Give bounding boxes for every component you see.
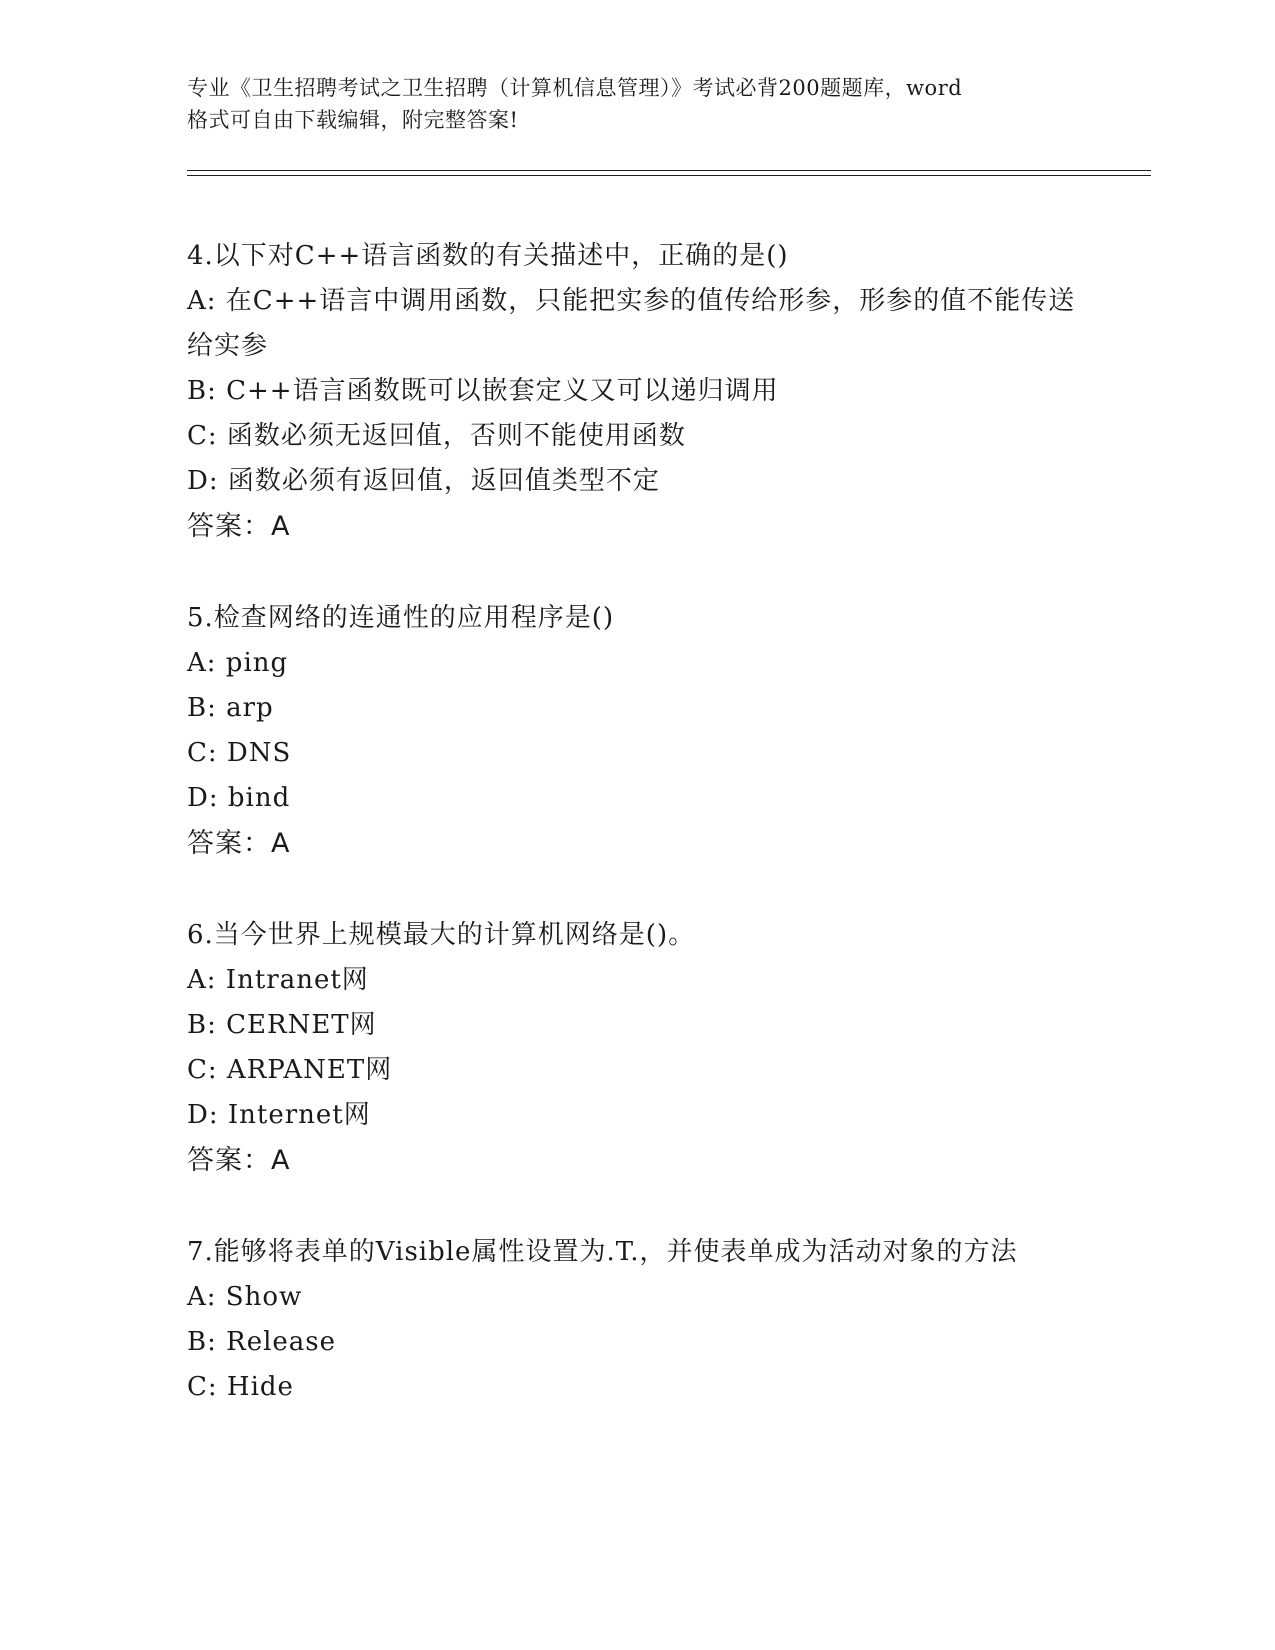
question-text: 4.以下对C++语言函数的有关描述中，正确的是() [187, 241, 789, 271]
option-a: A: Intranet网 [187, 965, 369, 995]
question-text: 7.能够将表单的Visible属性设置为.T.，并使表单成为活动对象的方法 [187, 1237, 1018, 1267]
option-d: D: Internet网 [187, 1100, 371, 1130]
option-a: A: 在C++语言中调用函数，只能把实参的值传给形参，形参的值不能传送给实参 [187, 286, 1076, 361]
document-header [187, 72, 1087, 136]
option-b: B: CERNET网 [187, 1010, 377, 1040]
option-b: B: C++语言函数既可以嵌套定义又可以递归调用 [187, 376, 779, 406]
option-a: A: Show [187, 1282, 303, 1312]
header-line-1: 专业《卫生招聘考试之卫生招聘（计算机信息管理）》考试必背200题题库，word [187, 76, 963, 100]
question-5 [187, 595, 1087, 867]
option-a: A: ping [187, 648, 289, 678]
answer-label: 答案：A [187, 1145, 291, 1176]
header-line-2: 格式可自由下载编辑，附完整答案! [187, 108, 519, 132]
option-d: D: 函数必须有返回值，返回值类型不定 [187, 466, 660, 496]
option-c: C: DNS [187, 738, 292, 768]
header-divider-bottom [187, 175, 1151, 176]
option-c: C: 函数必须无返回值，否则不能使用函数 [187, 421, 686, 451]
question-text: 6.当今世界上规模最大的计算机网络是()。 [187, 920, 696, 950]
option-b: B: arp [187, 693, 274, 723]
option-c: C: Hide [187, 1372, 294, 1402]
option-c: C: ARPANET网 [187, 1055, 393, 1085]
answer-label: 答案：A [187, 511, 291, 542]
answer-label: 答案：A [187, 828, 291, 859]
question-6 [187, 912, 1087, 1184]
question-4 [187, 233, 1087, 550]
header-divider-top [187, 170, 1151, 171]
question-list [187, 233, 1087, 1455]
question-7 [187, 1229, 1087, 1410]
option-d: D: bind [187, 783, 291, 813]
question-text: 5.检查网络的连通性的应用程序是() [187, 603, 615, 633]
option-b: B: Release [187, 1327, 337, 1357]
